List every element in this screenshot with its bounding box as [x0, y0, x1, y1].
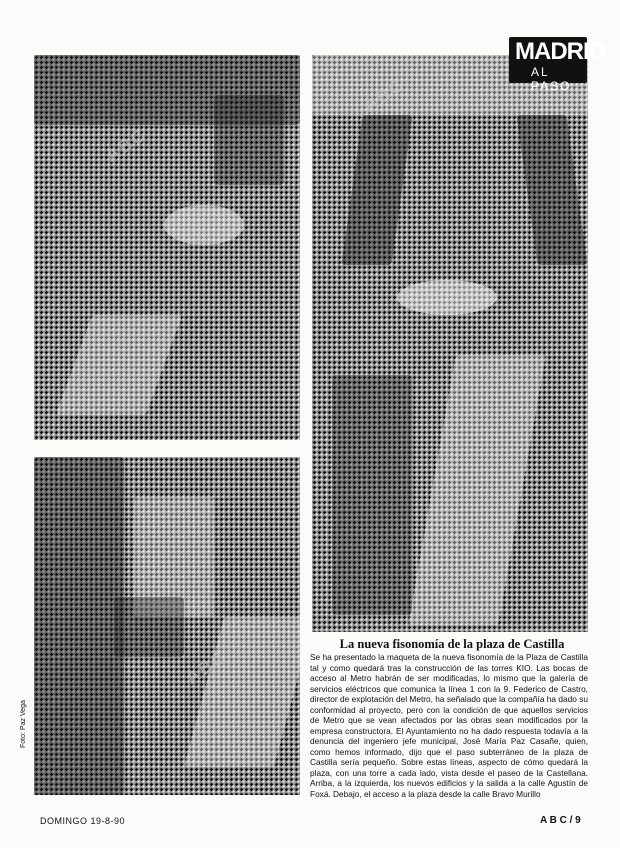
photo-credit: Foto: Paz Vega — [20, 700, 27, 748]
photo-model-right — [312, 55, 588, 632]
footer-page-number: A B C / 9 — [540, 815, 581, 826]
watermark: ABC — [102, 123, 151, 167]
watermark: ABC — [360, 73, 409, 117]
photo-model-bottom-left — [34, 457, 300, 795]
caption-title: La nueva fisonomía de la plaza de Castilla — [339, 637, 565, 651]
watermark: ABC — [182, 645, 231, 689]
badge-line-1: MADRID — [515, 38, 605, 65]
caption-body: Se ha presentado la maqueta de la nueva fisonomía de la Plaza de Castilla tal y como quedará tras la construcción de las torres KIO. Las bocas de acceso al Metro habrán de ser modificadas, lo mismo que la galería de servicios eléctricos que comunica la línea 1 con la 9. Federico de Castro, director de explotación del Metro, ha señalado que la compañía ha dado su conformidad al proyecto, pero con la condición de que aquellos servicios de Metro que se vean afectados por las obras sean modificados por la empresa constructora. El Ayuntamiento no ha dado respuesta todavía a la denuncia del ingeniero jefe municipal, José María Paz Casañe, quien, como hemos informado, dijo que el paso subterráneo de la plaza de Castilla sería pequeño. Sobre estas líneas, aspecto de cómo quedará la plaza, con una torre a cada lado, vista desde el paseo de la Castellana. Arriba, a la izquierda, los nuevos edificios y la salida a la calle Agustín de Foxá. Debajo, el acceso a la plaza desde la calle Bravo Murillo — [310, 652, 588, 799]
badge-line-2: AL PASO — [531, 65, 572, 93]
photo-model-top-left — [34, 55, 300, 440]
section-badge — [509, 37, 605, 93]
footer-date: DOMINGO 19-8-90 — [40, 816, 126, 826]
